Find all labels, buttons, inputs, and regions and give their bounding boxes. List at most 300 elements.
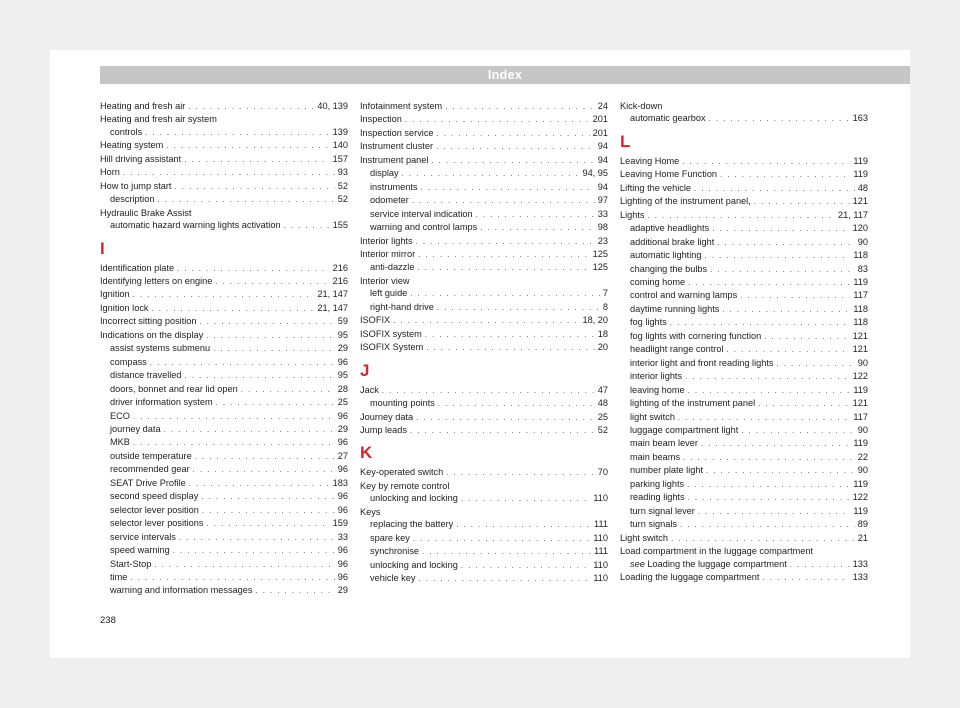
entry-term	[110, 571, 127, 583]
dot-leader	[133, 289, 315, 301]
index-entry	[360, 341, 608, 354]
entry-term-text: ECO	[110, 410, 130, 421]
index-subentry	[100, 504, 348, 517]
index-heading: Kick-down	[620, 101, 663, 111]
entry-term-text: left guide	[370, 288, 408, 299]
dot-leader	[417, 262, 589, 274]
entry-term	[110, 463, 190, 475]
dot-leader	[740, 290, 850, 302]
index-heading: Key by remote control	[360, 480, 450, 491]
entry-term	[370, 287, 407, 299]
entry-term	[630, 112, 706, 124]
entry-page-numbers: 33	[597, 208, 608, 219]
entry-term-text: controls	[110, 126, 143, 137]
entry-page-numbers: 98	[597, 222, 608, 233]
dot-leader	[437, 128, 590, 140]
entry-page-numbers: 125	[592, 262, 608, 273]
entry-page-numbers: 216	[332, 262, 348, 273]
entry-page-numbers: 117	[853, 290, 868, 301]
entry-term-text: ISOFIX system	[360, 328, 422, 339]
entry-term-text: Interior mirror	[360, 248, 416, 259]
entry-term	[110, 356, 147, 368]
entry-term	[110, 504, 199, 516]
entry-page-numbers: 118	[853, 303, 868, 314]
entry-term-text: ISOFIX	[360, 315, 391, 326]
dot-leader	[422, 546, 591, 558]
index-subentry	[100, 450, 348, 463]
entry-page-numbers: 96	[337, 464, 348, 475]
dot-leader	[412, 195, 595, 207]
dot-leader	[438, 398, 595, 410]
index-subentry	[100, 342, 348, 355]
entry-page-numbers: 120	[852, 223, 868, 234]
entry-page-numbers: 25	[597, 411, 608, 422]
entry-term-text: automatic gearbox	[630, 113, 706, 124]
entry-page-numbers: 94	[597, 154, 608, 165]
dot-leader	[206, 518, 329, 530]
entry-term	[630, 289, 737, 301]
entry-term-text: right-hand drive	[370, 301, 434, 312]
entry-term	[370, 532, 410, 544]
index-subentry	[620, 558, 868, 571]
entry-term-text: unlocking and locking	[370, 493, 458, 504]
entry-term	[360, 411, 413, 423]
entry-term	[630, 236, 714, 248]
entry-term-text: odometer	[370, 195, 409, 206]
index-subentry	[620, 249, 868, 262]
entry-term-text: fog lights with cornering function	[630, 330, 762, 341]
dot-leader	[174, 181, 334, 193]
index-entry	[100, 139, 348, 152]
entry-page-numbers: 183	[332, 477, 348, 488]
entry-page-numbers: 28	[337, 383, 348, 394]
index-subentry	[620, 236, 868, 249]
entry-term-text: lighting of the instrument panel	[630, 398, 756, 409]
entry-page-numbers: 119	[853, 438, 868, 449]
entry-term	[370, 559, 458, 571]
index-subentry	[360, 194, 608, 207]
dot-leader	[164, 424, 335, 436]
entry-page-numbers: 140	[332, 140, 348, 151]
entry-page-numbers: 21, 147	[317, 302, 348, 313]
entry-term-text: recommended gear	[110, 464, 190, 475]
entry-page-numbers: 110	[593, 573, 608, 584]
dot-leader	[166, 140, 329, 152]
index-entry	[360, 100, 608, 113]
entry-term	[110, 423, 161, 435]
index-subentry	[620, 316, 868, 329]
entry-term-text: replacing the battery	[370, 519, 454, 530]
entry-page-numbers: 24	[597, 101, 608, 111]
entry-term	[110, 517, 203, 529]
entry-page-numbers: 96	[337, 504, 348, 515]
entry-page-numbers: 94	[597, 181, 608, 192]
entry-term	[360, 127, 434, 139]
entry-page-numbers: 29	[337, 423, 348, 434]
index-entry	[100, 166, 348, 179]
entry-page-numbers: 40, 139	[317, 101, 348, 111]
index-entry	[360, 424, 608, 437]
entry-term-text: Jack	[360, 384, 379, 395]
entry-term-text: mounting points	[370, 398, 435, 409]
dot-leader	[425, 329, 595, 341]
index-subentry	[620, 411, 868, 424]
dot-leader	[726, 344, 849, 356]
index-subentry	[620, 303, 868, 316]
entry-page-numbers: 52	[597, 424, 608, 435]
dot-leader	[698, 506, 850, 518]
entry-term	[620, 182, 691, 194]
entry-term	[360, 113, 402, 125]
index-entry	[360, 154, 608, 167]
entry-term-text: service intervals	[110, 531, 176, 542]
index-subentry	[360, 167, 608, 180]
entry-term-text: turn signal lever	[630, 505, 695, 516]
index-subentry	[100, 490, 348, 503]
dot-leader	[284, 220, 330, 232]
entry-page-numbers: 48	[597, 398, 608, 409]
index-subentry	[360, 545, 608, 558]
entry-term	[360, 248, 415, 260]
entry-term-text: service interval indication	[370, 208, 473, 219]
index-subentry	[100, 463, 348, 476]
entry-page-numbers: 18, 20	[582, 315, 608, 326]
dot-leader	[445, 101, 595, 113]
entry-page-numbers: 110	[593, 559, 608, 570]
dot-leader	[670, 317, 851, 329]
index-column-2	[360, 100, 608, 586]
dot-leader	[431, 155, 594, 167]
dot-leader	[382, 385, 595, 397]
entry-page-numbers: 90	[857, 465, 868, 476]
entry-term-text: automatic hazard warning lights activation	[110, 220, 281, 231]
entry-term	[110, 477, 186, 489]
dot-leader	[216, 397, 335, 409]
dot-leader	[712, 223, 849, 235]
entry-term-text: additional brake light	[630, 236, 715, 247]
entry-term-text: interior light and front reading lights	[630, 357, 774, 368]
index-subentry	[620, 263, 868, 276]
entry-term-text: description	[110, 194, 155, 205]
index-subentry	[360, 572, 608, 585]
dot-leader	[241, 384, 335, 396]
entry-term	[110, 558, 151, 570]
entry-term	[360, 424, 407, 436]
dot-leader	[687, 479, 850, 491]
dot-leader	[201, 491, 334, 503]
entry-term	[360, 466, 443, 478]
entry-term	[110, 410, 130, 422]
entry-page-numbers: 122	[852, 492, 868, 503]
index-subentry	[620, 289, 868, 302]
entry-term	[110, 450, 192, 462]
entry-page-numbers: 96	[337, 545, 348, 556]
entry-term-text: automatic lighting	[630, 250, 702, 261]
index-subentry	[100, 396, 348, 409]
entry-term	[630, 357, 774, 369]
entry-term	[360, 328, 422, 340]
entry-term	[110, 396, 213, 408]
entry-term	[360, 235, 413, 247]
entry-term-text: Infotainment system	[360, 101, 443, 111]
dot-leader	[179, 532, 335, 544]
dot-leader	[177, 263, 330, 275]
entry-page-numbers: 25	[337, 397, 348, 408]
index-subentry	[100, 436, 348, 449]
dot-leader	[157, 194, 334, 206]
index-entry	[360, 314, 608, 327]
entry-term-text: light switch	[630, 411, 675, 422]
entry-page-numbers: 96	[337, 491, 348, 502]
entry-term-text: Leaving Home Function	[620, 169, 718, 180]
entry-page-numbers: 59	[337, 316, 348, 327]
entry-term-text: Lifting the vehicle	[620, 182, 691, 193]
dot-leader	[410, 425, 595, 437]
dot-leader	[195, 451, 335, 463]
index-subentry	[100, 193, 348, 206]
entry-term	[360, 154, 428, 166]
entry-page-numbers: 121	[852, 344, 868, 355]
entry-term-text: control and warning lamps	[630, 290, 738, 301]
entry-term	[370, 194, 409, 206]
dot-leader	[393, 315, 579, 327]
entry-term	[360, 384, 379, 396]
entry-page-numbers: 94	[597, 141, 608, 152]
entry-page-numbers: 96	[337, 356, 348, 367]
entry-term-text: Loading the luggage compartment	[620, 571, 760, 582]
index-subentry	[360, 287, 608, 300]
dot-leader	[446, 467, 595, 479]
dot-leader	[133, 411, 335, 423]
entry-term	[370, 301, 434, 313]
entry-term-text: turn signals	[630, 519, 677, 530]
entry-term	[630, 316, 667, 328]
entry-term	[370, 492, 458, 504]
index-subentry	[620, 464, 868, 477]
entry-term	[110, 544, 170, 556]
page-header-title: Index	[100, 66, 910, 84]
entry-page-numbers: 118	[853, 317, 868, 328]
entry-term-text: Instrument panel	[360, 154, 429, 165]
index-entry	[100, 180, 348, 193]
index-column-1	[100, 100, 348, 598]
entry-term-text: Identifying letters on engine	[100, 275, 213, 286]
entry-term-text: speed warning	[110, 545, 170, 556]
entry-term-text: Inspection	[360, 114, 402, 125]
index-subentry	[100, 571, 348, 584]
index-subentry	[620, 505, 868, 518]
dot-leader	[206, 330, 335, 342]
index-heading: Load compartment in the luggage compartment	[620, 546, 814, 557]
entry-page-numbers: 118	[853, 250, 868, 261]
dot-leader	[648, 210, 835, 222]
entry-term	[630, 464, 703, 476]
entry-page-numbers: 157	[332, 153, 348, 164]
entry-term	[630, 505, 695, 517]
index-entry	[360, 127, 608, 140]
entry-term-text: Incorrect sitting position	[100, 316, 197, 327]
entry-term-text: selector lever positions	[110, 518, 204, 529]
entry-term-text: leaving home	[630, 384, 685, 395]
dot-leader	[758, 398, 850, 410]
index-heading: Heating and fresh air system	[100, 114, 217, 125]
entry-term	[100, 100, 185, 112]
dot-leader	[722, 304, 850, 316]
dot-leader	[418, 249, 590, 261]
index-subentry	[620, 370, 868, 383]
entry-term	[620, 571, 759, 583]
dot-leader	[421, 182, 595, 194]
dot-leader	[416, 412, 595, 424]
dot-leader	[683, 452, 855, 464]
dot-leader	[754, 196, 850, 208]
entry-term-text: Lights	[620, 209, 645, 220]
entry-term	[100, 302, 149, 314]
entry-term	[630, 263, 707, 275]
entry-term	[630, 411, 675, 423]
entry-term-text: warning and control lamps	[370, 222, 478, 233]
entry-term-text: Jump leads	[360, 424, 407, 435]
index-subentry	[100, 356, 348, 369]
entry-term-text: Indications on the display	[100, 329, 204, 340]
entry-page-numbers: 216	[332, 275, 348, 286]
entry-term	[370, 261, 414, 273]
index-entry	[100, 100, 348, 113]
entry-page-numbers: 94, 95	[582, 168, 608, 179]
entry-page-numbers: 163	[852, 113, 868, 124]
entry-term	[370, 545, 419, 557]
entry-term	[360, 140, 433, 152]
entry-term-text: ISOFIX System	[360, 342, 424, 353]
entry-term-text: main beams	[630, 451, 681, 462]
entry-term	[630, 276, 685, 288]
index-section-letter: I	[100, 238, 105, 258]
index-entry	[360, 328, 608, 341]
entry-term	[100, 329, 203, 341]
entry-term-text: SEAT Drive Profile	[110, 477, 186, 488]
entry-term-text: Interior lights	[360, 235, 413, 246]
dot-leader	[456, 519, 591, 531]
entry-term	[620, 195, 751, 207]
entry-term	[110, 193, 154, 205]
index-entry	[620, 571, 868, 584]
entry-term-text: assist systems submenu	[110, 343, 211, 354]
index-section-letter: J	[360, 360, 370, 380]
dot-leader	[717, 237, 854, 249]
entry-term-text: interior lights	[630, 371, 683, 382]
index-subentry	[620, 437, 868, 450]
entry-term	[630, 343, 723, 355]
index-subentry	[100, 544, 348, 557]
entry-term-text: Start-Stop	[110, 558, 152, 569]
dot-leader	[413, 533, 591, 545]
entry-term	[620, 209, 645, 221]
dot-leader	[193, 464, 335, 476]
entry-term-text: spare key	[370, 532, 410, 543]
entry-page-numbers: 95	[337, 329, 348, 340]
entry-page-numbers: 97	[597, 195, 608, 206]
entry-term	[100, 180, 171, 192]
entry-page-numbers: 117	[853, 411, 868, 422]
entry-term-text: Lighting of the instrument panel,	[620, 196, 751, 207]
entry-term-text: main beam lever	[630, 438, 698, 449]
index-entry	[360, 248, 608, 261]
entry-term-text: driver information system	[110, 397, 213, 408]
entry-term-text: headlight range control	[630, 344, 724, 355]
entry-term-text: adaptive headlights	[630, 223, 710, 234]
dot-leader	[152, 303, 315, 315]
entry-page-numbers: 155	[332, 220, 348, 231]
entry-term	[630, 478, 684, 490]
entry-term-text: second speed display	[110, 491, 199, 502]
index-subentry	[360, 559, 608, 572]
dot-leader	[682, 156, 850, 168]
entry-term	[110, 126, 142, 138]
dot-leader	[461, 493, 590, 505]
index-entry	[360, 113, 608, 126]
entry-term-text: compass	[110, 356, 147, 367]
entry-page-numbers: 95	[337, 370, 348, 381]
entry-page-numbers: 111	[594, 519, 608, 530]
index-subentry	[100, 126, 348, 139]
entry-page-numbers: 83	[857, 263, 868, 274]
entry-term	[630, 222, 709, 234]
index-subentry	[100, 383, 348, 396]
dot-leader	[764, 331, 849, 343]
index-section-letter: K	[360, 443, 373, 463]
index-subentry	[100, 423, 348, 436]
entry-term-text: time	[110, 571, 128, 582]
dot-leader	[694, 183, 855, 195]
entry-term	[360, 314, 390, 326]
index-entry	[100, 288, 348, 301]
entry-page-numbers: 96	[337, 437, 348, 448]
dot-leader	[777, 358, 855, 370]
index-subentry	[360, 518, 608, 531]
dot-leader	[154, 559, 334, 571]
entry-page-numbers: 96	[337, 571, 348, 582]
entry-term-text: Loading the luggage compartment	[647, 558, 787, 569]
dot-leader	[671, 533, 855, 545]
entry-page-numbers: 21	[857, 532, 868, 543]
entry-term-text: instruments	[370, 181, 418, 192]
entry-page-numbers: 27	[337, 450, 348, 461]
entry-term	[110, 490, 198, 502]
entry-page-numbers: 29	[337, 585, 348, 596]
entry-term	[110, 369, 182, 381]
index-subentry	[620, 384, 868, 397]
entry-term-text: distance travelled	[110, 370, 182, 381]
entry-term	[620, 532, 668, 544]
entry-term-text: MKB	[110, 437, 130, 448]
entry-term-text: doors, bonnet and rear lid open	[110, 383, 238, 394]
dot-leader	[416, 236, 595, 248]
index-entry	[360, 235, 608, 248]
index-subentry	[360, 301, 608, 314]
dot-leader	[426, 342, 594, 354]
index-subentry	[620, 112, 868, 125]
entry-term	[360, 100, 442, 112]
index-entry	[100, 315, 348, 328]
entry-term	[630, 370, 682, 382]
entry-term-text: parking lights	[630, 478, 685, 489]
entry-term-text: fog lights	[630, 317, 667, 328]
entry-page-numbers: 48	[857, 182, 868, 193]
dot-leader	[145, 127, 329, 139]
index-entry	[620, 195, 868, 208]
entry-term	[630, 518, 677, 530]
dot-leader	[476, 209, 595, 221]
